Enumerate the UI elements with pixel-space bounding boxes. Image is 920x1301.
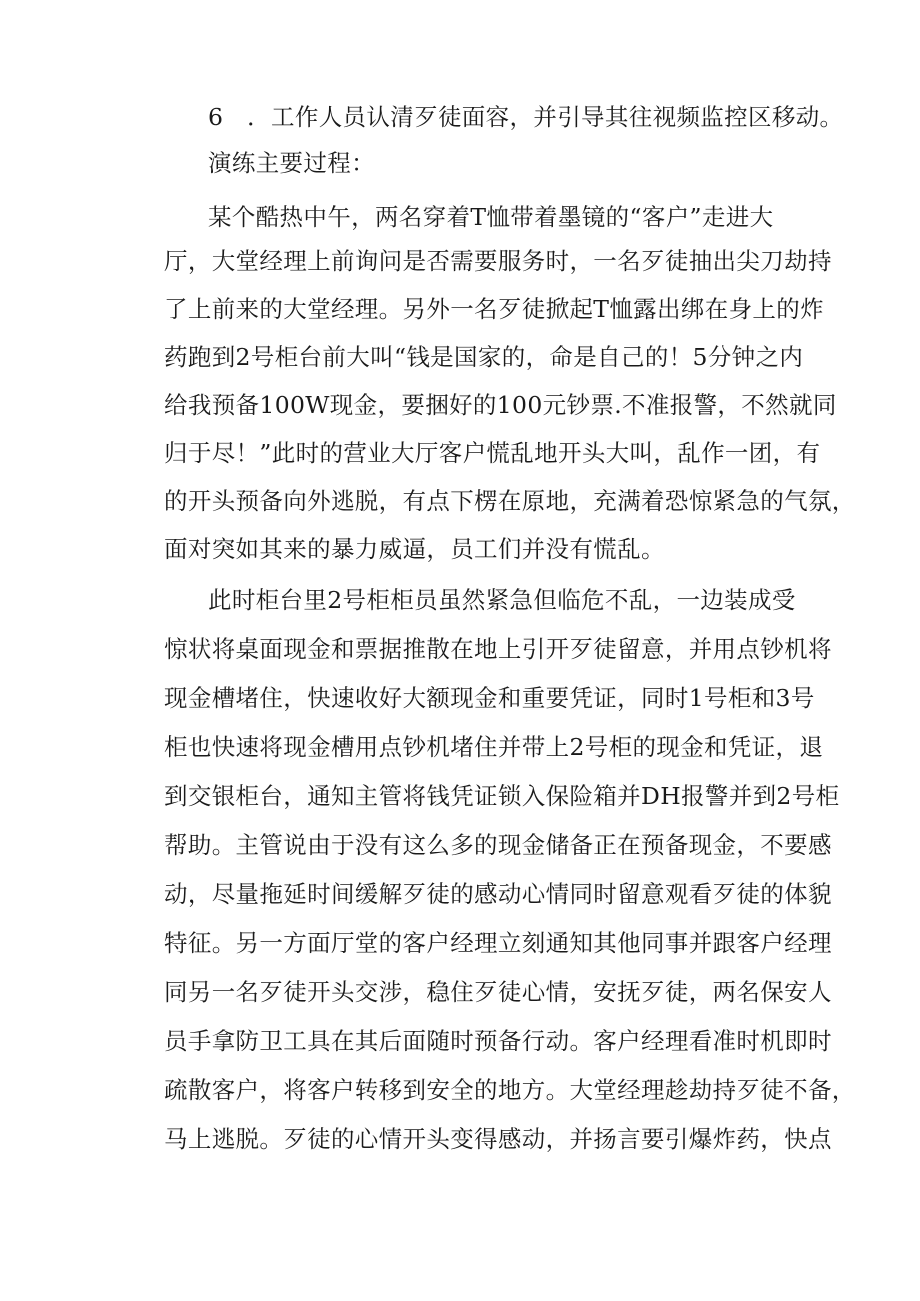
text-line: 6 ．工作人员认清歹徒面容，并引导其往视频监控区移动。 [208, 103, 844, 131]
text-line: 马上逃脱。歹徒的心情开头变得感动，并扬言要引爆炸药，快点 [164, 1125, 832, 1153]
text-line: 现金槽堵住，快速收好大额现金和重要凭证，同时1号柜和3号 [164, 684, 815, 712]
text-line: 药跑到2号柜台前大叫“钱是国家的，命是自己的！5分钟之内 [164, 343, 804, 371]
text-line: 帮助。主管说由于没有这么多的现金储备正在预备现金，不要感 [164, 831, 832, 859]
text-line: 此时柜台里2号柜柜员虽然紧急但临危不乱，一边装成受 [208, 586, 796, 614]
text-line: 柜也快速将现金槽用点钞机堵住并带上2号柜的现金和凭证，退 [164, 733, 824, 761]
text-line: 厅，大堂经理上前询问是否需要服务时，一名歹徒抽出尖刀劫持 [164, 247, 832, 275]
text-line: 动，尽量拖延时间缓解歹徒的感动心情同时留意观看歹徒的体貌 [164, 880, 832, 908]
text-line: 某个酷热中午，两名穿着T恤带着墨镜的“客户”走进大 [208, 203, 774, 231]
text-line: 到交银柜台，通知主管将钱凭证锁入保险箱并DH报警并到2号柜 [164, 782, 840, 810]
text-line: 特征。另一方面厅堂的客户经理立刻通知其他同事并跟客户经理 [164, 929, 832, 957]
text-line: 同另一名歹徒开头交涉，稳住歹徒心情，安抚歹徒，两名保安人 [164, 978, 832, 1006]
text-line: 给我预备100W现金，要捆好的100元钞票.不准报警，不然就同 [164, 391, 837, 419]
text-line: 了上前来的大堂经理。另外一名歹徒掀起T恤露出绑在身上的炸 [164, 295, 824, 323]
text-line: 疏散客户，将客户转移到安全的地方。大堂经理趁劫持歹徒不备， [164, 1076, 856, 1104]
text-line: 面对突如其来的暴力威逼，员工们并没有慌乱。 [164, 535, 665, 563]
text-line: 惊状将桌面现金和票据推散在地上引开歹徒留意，并用点钞机将 [164, 635, 832, 663]
section-heading: 演练主要过程： [208, 149, 375, 177]
text-line: 员手拿防卫工具在其后面随时预备行动。客户经理看准时机即时 [164, 1027, 832, 1055]
text-line: 的开头预备向外逃脱，有点下楞在原地，充满着恐惊紧急的气氛， [164, 487, 856, 515]
text-line: 归于尽！”此时的营业大厅客户慌乱地开头大叫，乱作一团，有 [164, 439, 821, 467]
